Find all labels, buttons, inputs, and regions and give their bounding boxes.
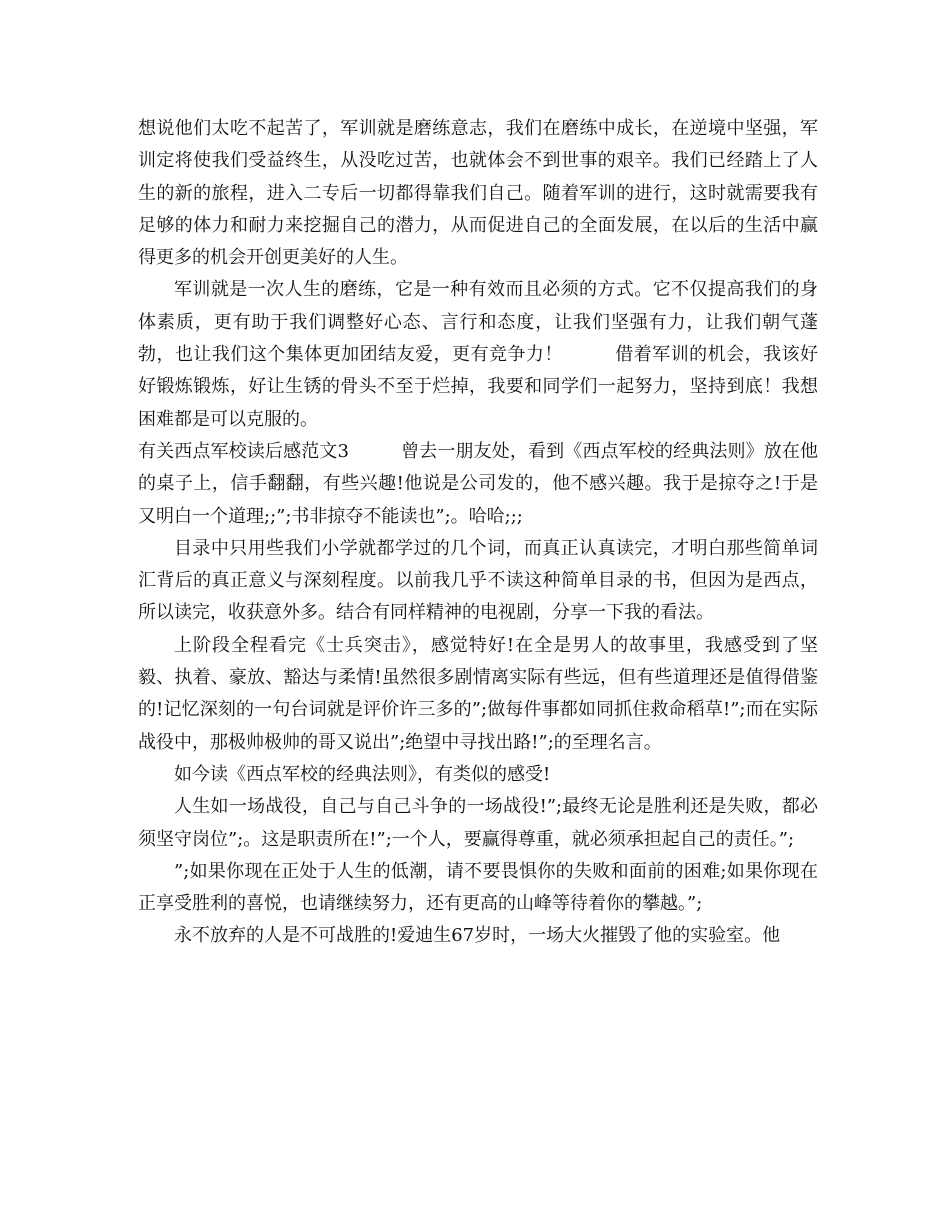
paragraph-8: [138, 856, 818, 921]
paragraph-text-continued: 借着军训的机会，我该好好锻炼锻炼，好让生锈的骨头不至于烂掉，我要和同学们一起努力，坚持到底！我想困难都是可以克服的。: [138, 344, 819, 430]
paragraph-text: 目录中只用些我们小学就都学过的几个词，而真正认真读完，才明白那些简单词汇背后的真正意义与深刻程度。以前我几乎不读这种简单目录的书，但因为是西点，所以读完，收获意外多。结合有同样精神的电视剧，分享一下我的看法。: [138, 537, 818, 624]
paragraph-text: ”;如果你现在正处于人生的低潮，请不要畏惧你的失败和面前的困难;如果你现在正享受胜利的喜悦，也请继续努力，还有更高的山峰等待着你的攀越。”;: [138, 860, 818, 915]
paragraph-text: 上阶段全程看完《士兵突击》，感觉特好!在全是男人的故事里，我感受到了坚毅、执着、豪放、豁达与柔情!虽然很多剧情离实际有些远，但有些道理还是值得借鉴的!记忆深刻的一句台词就是评价许三多的”;做每件事都如同抓住救命稻草!”;而在实际战役中，那极帅极帅的哥又说出”;绝望中寻找出路!”;的至理名言。: [138, 634, 818, 753]
paragraph-text: 人生如一场战役，自己与自己斗争的一场战役!”;最终无论是胜利还是失败，都必须坚守岗位”;。这是职责所在!”;一个人，要赢得尊重，就必须承担起自己的责任。”;: [138, 796, 818, 850]
section-heading: 有关西点军校读后感范文3: [138, 440, 349, 462]
paragraph-7: [138, 791, 818, 856]
paragraph-4: [138, 533, 818, 630]
paragraph-text: 如今读《西点军校的经典法则》，有类似的感受!: [174, 763, 551, 785]
paragraph-6: [138, 759, 818, 791]
paragraph-2: [138, 274, 818, 435]
paragraph-text: 永不放弃的人是不可战胜的!爱迪生67岁时，一场大火摧毁了他的实验室。他: [174, 925, 781, 947]
paragraph-5: [138, 630, 818, 759]
paragraph-3: [138, 436, 818, 533]
paragraph-1: [138, 113, 818, 274]
paragraph-9: [138, 920, 818, 952]
paragraph-text: 曾去一朋友处，看到《西点军校的经典法则》放在他的桌子上，信手翻翻，有些兴趣!他说是公司发的，他不感兴趣。我于是掠夺之!于是又明白一个道理;;”;书非掠夺不能读也”;。哈哈;;;: [138, 440, 819, 527]
paragraph-text: 军训就是一次人生的磨练，它是一种有效而且必须的方式。它不仅提高我们的身体素质，更有助于我们调整好心态、言行和态度，让我们坚强有力，让我们朝气蓬勃，也让我们这个集体更加团结友爱，更有竞争力！: [138, 279, 818, 366]
document-body: [138, 113, 818, 953]
paragraph-text: 想说他们太吃不起苦了，军训就是磨练意志，我们在磨练中成长，在逆境中坚强，军训定将使我们受益终生，从没吃过苦，也就体会不到世事的艰辛。我们已经踏上了人生的新的旅程，进入二专后一切都得靠我们自己。随着军训的进行，这时就需要我有足够的体力和耐力来挖掘自己的潜力，从而促进自己的全面发展，在以后的生活中赢得更多的机会开创更美好的人生。: [138, 118, 818, 269]
